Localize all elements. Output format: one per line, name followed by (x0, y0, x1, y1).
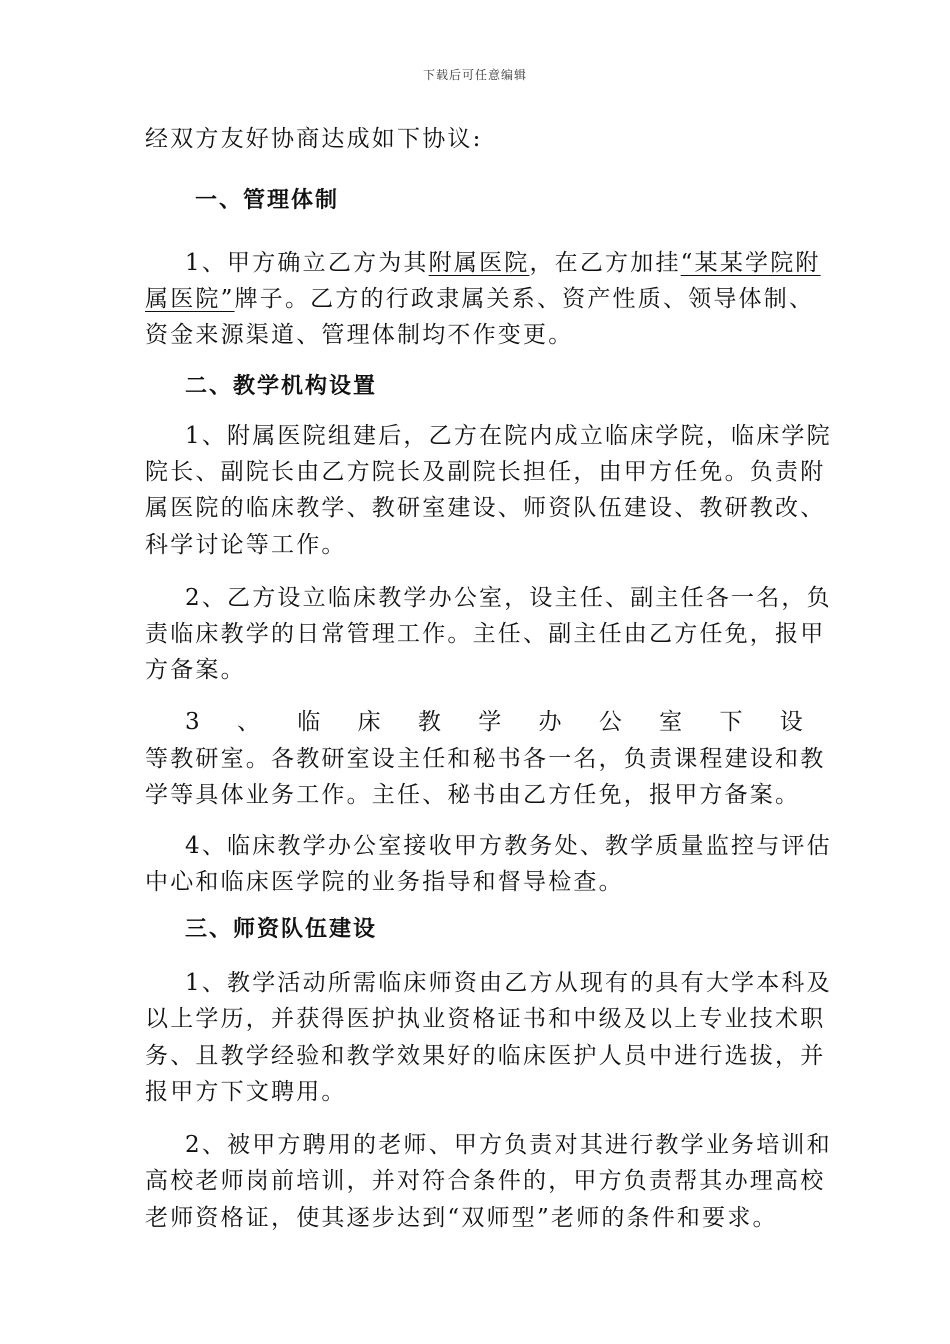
section-2-para-4-line: 中心和临床医学院的业务指导和督导检查。 (145, 869, 624, 895)
text-run: 1、甲方确立乙方为其 (185, 250, 429, 276)
section-3-para-1-line: 报甲方下文聘用。 (145, 1079, 347, 1105)
underlined-term: 附属医院 (428, 250, 530, 276)
text-char: 教 (417, 709, 444, 735)
section-3-para-1-line: 1、教学活动所需临床师资由乙方从现有的具有大学本科及 (185, 970, 832, 996)
text-char: 床 (357, 709, 383, 735)
section-3-para-2-line: 2、被甲方聘用的老师、甲方负责对其进行教学业务培训和 (185, 1132, 832, 1158)
section-2-para-4-line: 4、临床教学办公室接收甲方教务处、教学质量监控与评估 (185, 833, 832, 859)
section-2-para-1-line: 科学讨论等工作。 (145, 532, 347, 558)
section-3-para-1-line: 以上学历，并获得医护执业资格证书和中级及以上专业技术职 (145, 1006, 826, 1032)
text-char: 办 (538, 709, 564, 735)
section-3-para-2-line: 高校老师岗前培训，并对符合条件的，甲方负责帮其办理高校 (145, 1168, 826, 1194)
text-char: 临 (297, 709, 323, 735)
section-2-para-2-line: 责临床教学的日常管理工作。主任、副主任由乙方任免，报甲 (145, 621, 826, 647)
text-char: 、 (236, 709, 263, 735)
text-char: 公 (598, 709, 625, 735)
section-2-para-2-line: 2、乙方设立临床教学办公室，设主任、副主任各一名，负 (185, 585, 832, 611)
section-3-heading: 三、师资队伍建设 (185, 917, 378, 942)
section-1-heading: 一、管理体制 (195, 188, 340, 213)
section-2-para-3-line-1 (185, 704, 805, 740)
underlined-quote: 属医院” (145, 286, 235, 312)
text-char: 3 (185, 709, 202, 735)
section-2-para-1-line: 属医院的临床教学、教研室建设、师资队伍建设、教研教改、 (145, 495, 826, 521)
text-char: 下 (719, 709, 745, 735)
section-2-para-3-line: 学等具体业务工作。主任、秘书由乙方任免，报甲方备案。 (145, 782, 801, 808)
text-char: 设 (779, 709, 805, 735)
page-header: 下载后可任意编辑 (422, 68, 527, 82)
section-1-para-1-line-1 (185, 245, 821, 281)
section-2-heading: 二、教学机构设置 (185, 374, 378, 399)
section-2-para-1-line: 院长、副院长由乙方院长及副院长担任，由甲方任免。负责附 (145, 459, 826, 485)
section-1-para-1-line-2 (145, 281, 815, 317)
section-2-para-1-line: 1、附属医院组建后，乙方在院内成立临床学院，临床学院 (185, 423, 832, 449)
section-1-para-1-line-3: 资金来源渠道、管理体制均不作变更。 (145, 322, 574, 348)
section-2-para-2-line: 方备案。 (145, 657, 246, 683)
section-3-para-2-line: 老师资格证，使其逐步达到“双师型”老师的条件和要求。 (145, 1205, 778, 1231)
text-char: 学 (478, 709, 504, 735)
text-char: 室 (659, 709, 685, 735)
section-3-para-1-line: 务、且教学经验和教学效果好的临床医护人员中进行选拔，并 (145, 1043, 826, 1069)
intro-text: 经双方友好协商达成如下协议: (145, 126, 483, 152)
underlined-quote: “某某学院附 (680, 250, 821, 276)
text-run: 牌子。乙方的行政隶属关系、资产性质、领导体制、 (234, 286, 815, 312)
text-run: ，在乙方加挂 (529, 250, 681, 276)
section-2-para-3-line: 等教研室。各教研室设主任和秘书各一名，负责课程建设和教 (145, 746, 826, 772)
